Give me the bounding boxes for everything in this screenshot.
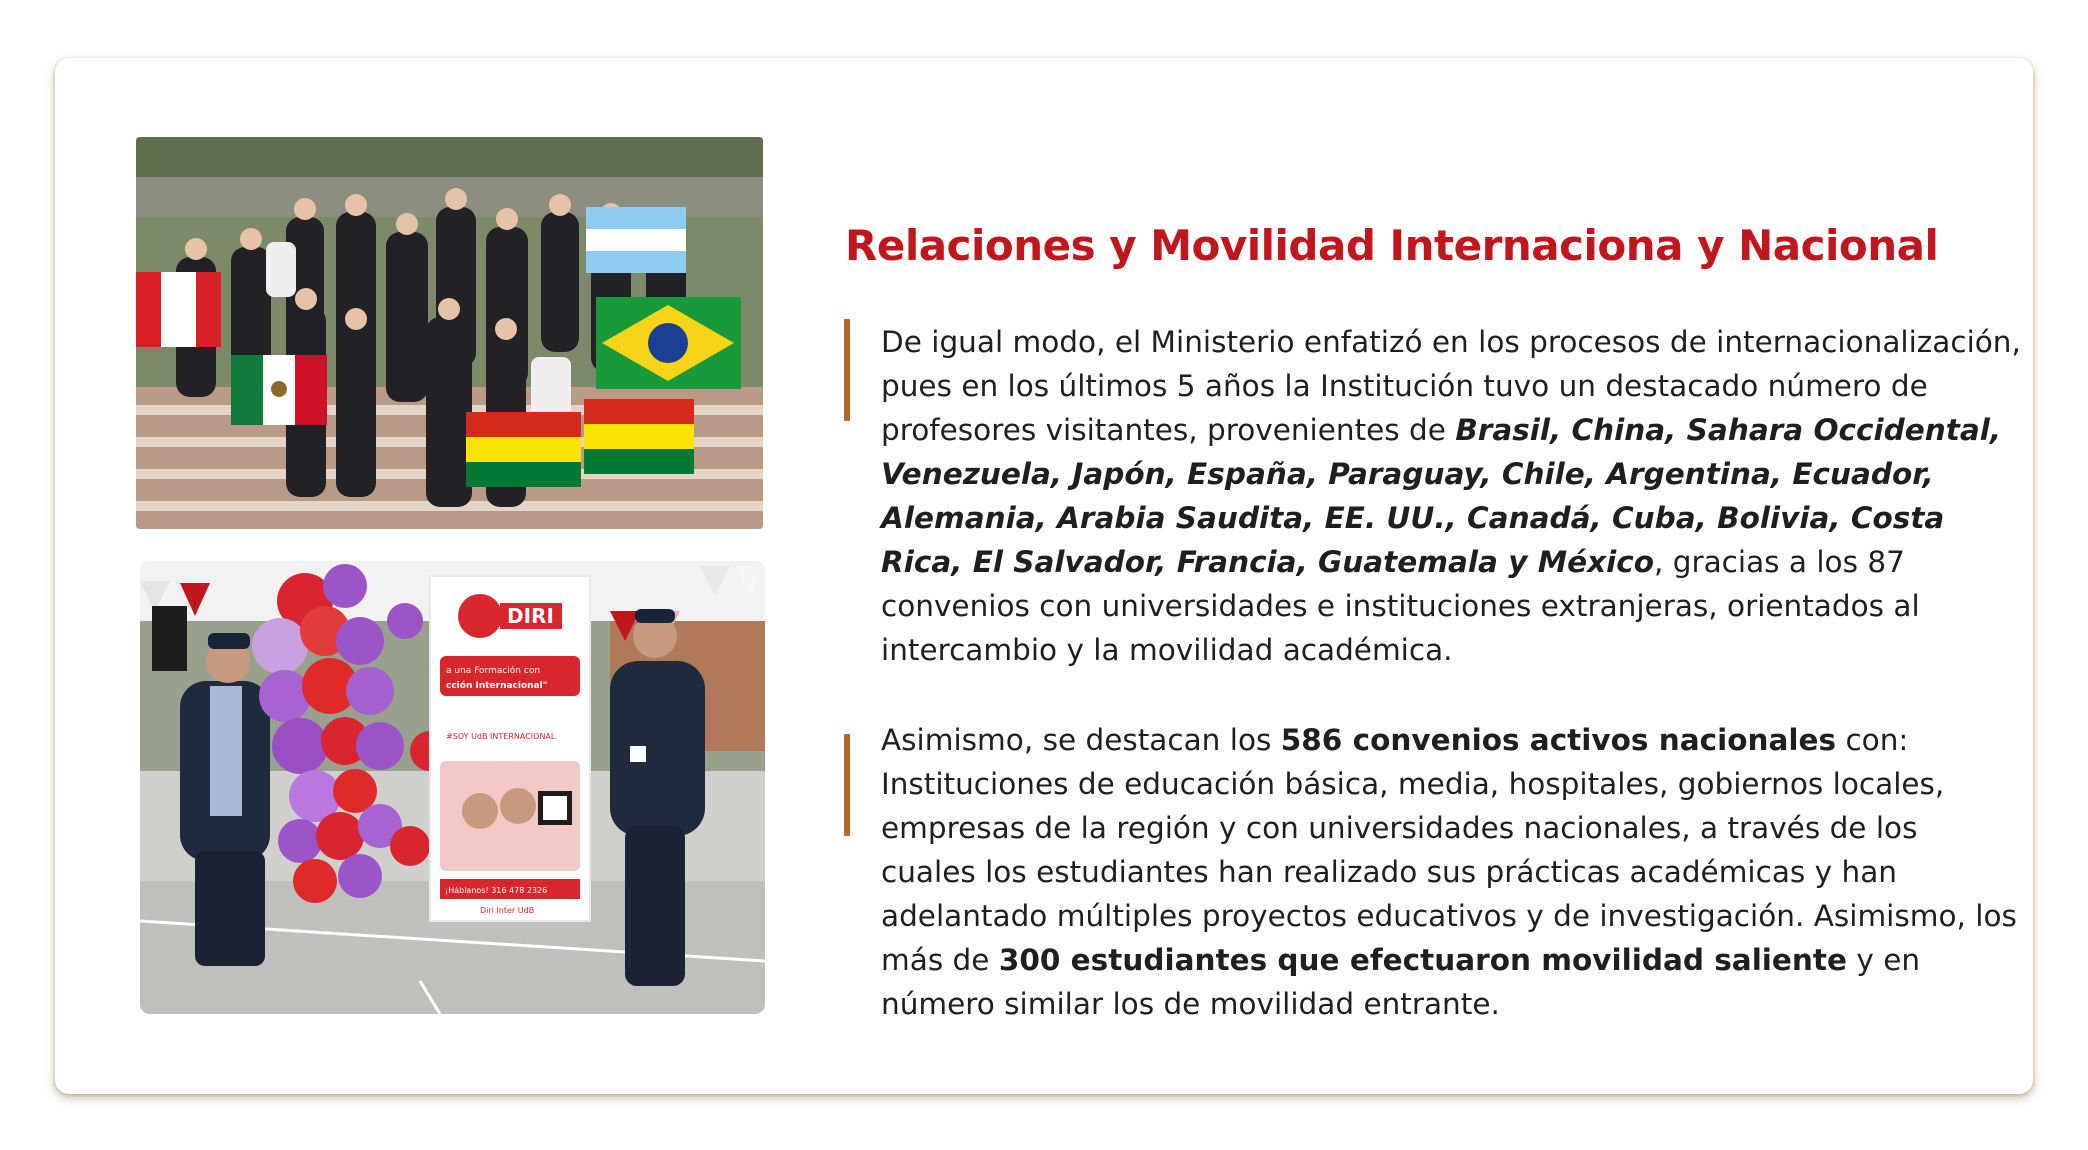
accent-bar: [844, 734, 850, 836]
p2-text-2: con: Instituciones de educación básica, media, hospitales, gobiernos locales, empresas de la región y con universidades nacionales, a través de los cuales los estudiantes han realizado sus prácticas académicas y han adelantado múltiples proyectos educativos y de investigación. Asimismo, los más de: [881, 723, 2017, 977]
p1-text-2: , gracias a los 87 convenios con universidades e instituciones extranjeras, orientados al intercambio y la movilidad académica.: [881, 545, 1920, 667]
p2-text-1: Asimismo, se destacan los: [881, 723, 1281, 757]
banner-contact: ¡Háblanos! 316 478 2326: [445, 886, 548, 895]
banner-line-2: cción Internacional": [446, 681, 548, 691]
banner-line-1: a una Formación con: [446, 666, 541, 676]
content-card: [55, 58, 2033, 1094]
group-photo-with-flags: [136, 137, 763, 529]
p1-text-1: De igual modo, el Ministerio enfatizó en los procesos de internacionalización, pues en los últimos 5 años la Institución tuvo un destacado número de profesores visitantes, provenientes de: [881, 325, 2021, 447]
p1-countries: Brasil, China, Sahara Occidental, Venezuela, Japón, España, Paraguay, Chile, Argentina, Ecuador, Alemania, Arabia Saudita, EE. UU., Canadá, Cuba, Bolivia, Costa Rica, El Salvador, Francia, Guatemala y México: [881, 413, 2002, 579]
banner-footer: Diri Inter UdB: [480, 906, 535, 915]
p2-bold-1: 586 convenios activos nacionales: [1280, 723, 1837, 757]
paragraph-national: [881, 718, 2021, 1026]
paragraph-international: [881, 320, 2021, 672]
banner-logo: DIRI: [507, 604, 554, 628]
p2-text-3: y en número similar los de movilidad entrante.: [881, 943, 1921, 1021]
p2-bold-2: 300 estudiantes que efectuaron movilidad saliente: [998, 943, 1848, 977]
diri-banner-with-balloons: [140, 561, 765, 1014]
banner-hashtag: #SOY UdB INTERNACIONAL: [446, 732, 556, 741]
section-title: Relaciones y Movilidad Internaciona y Nacional: [845, 221, 1939, 270]
accent-bar: [844, 319, 850, 421]
